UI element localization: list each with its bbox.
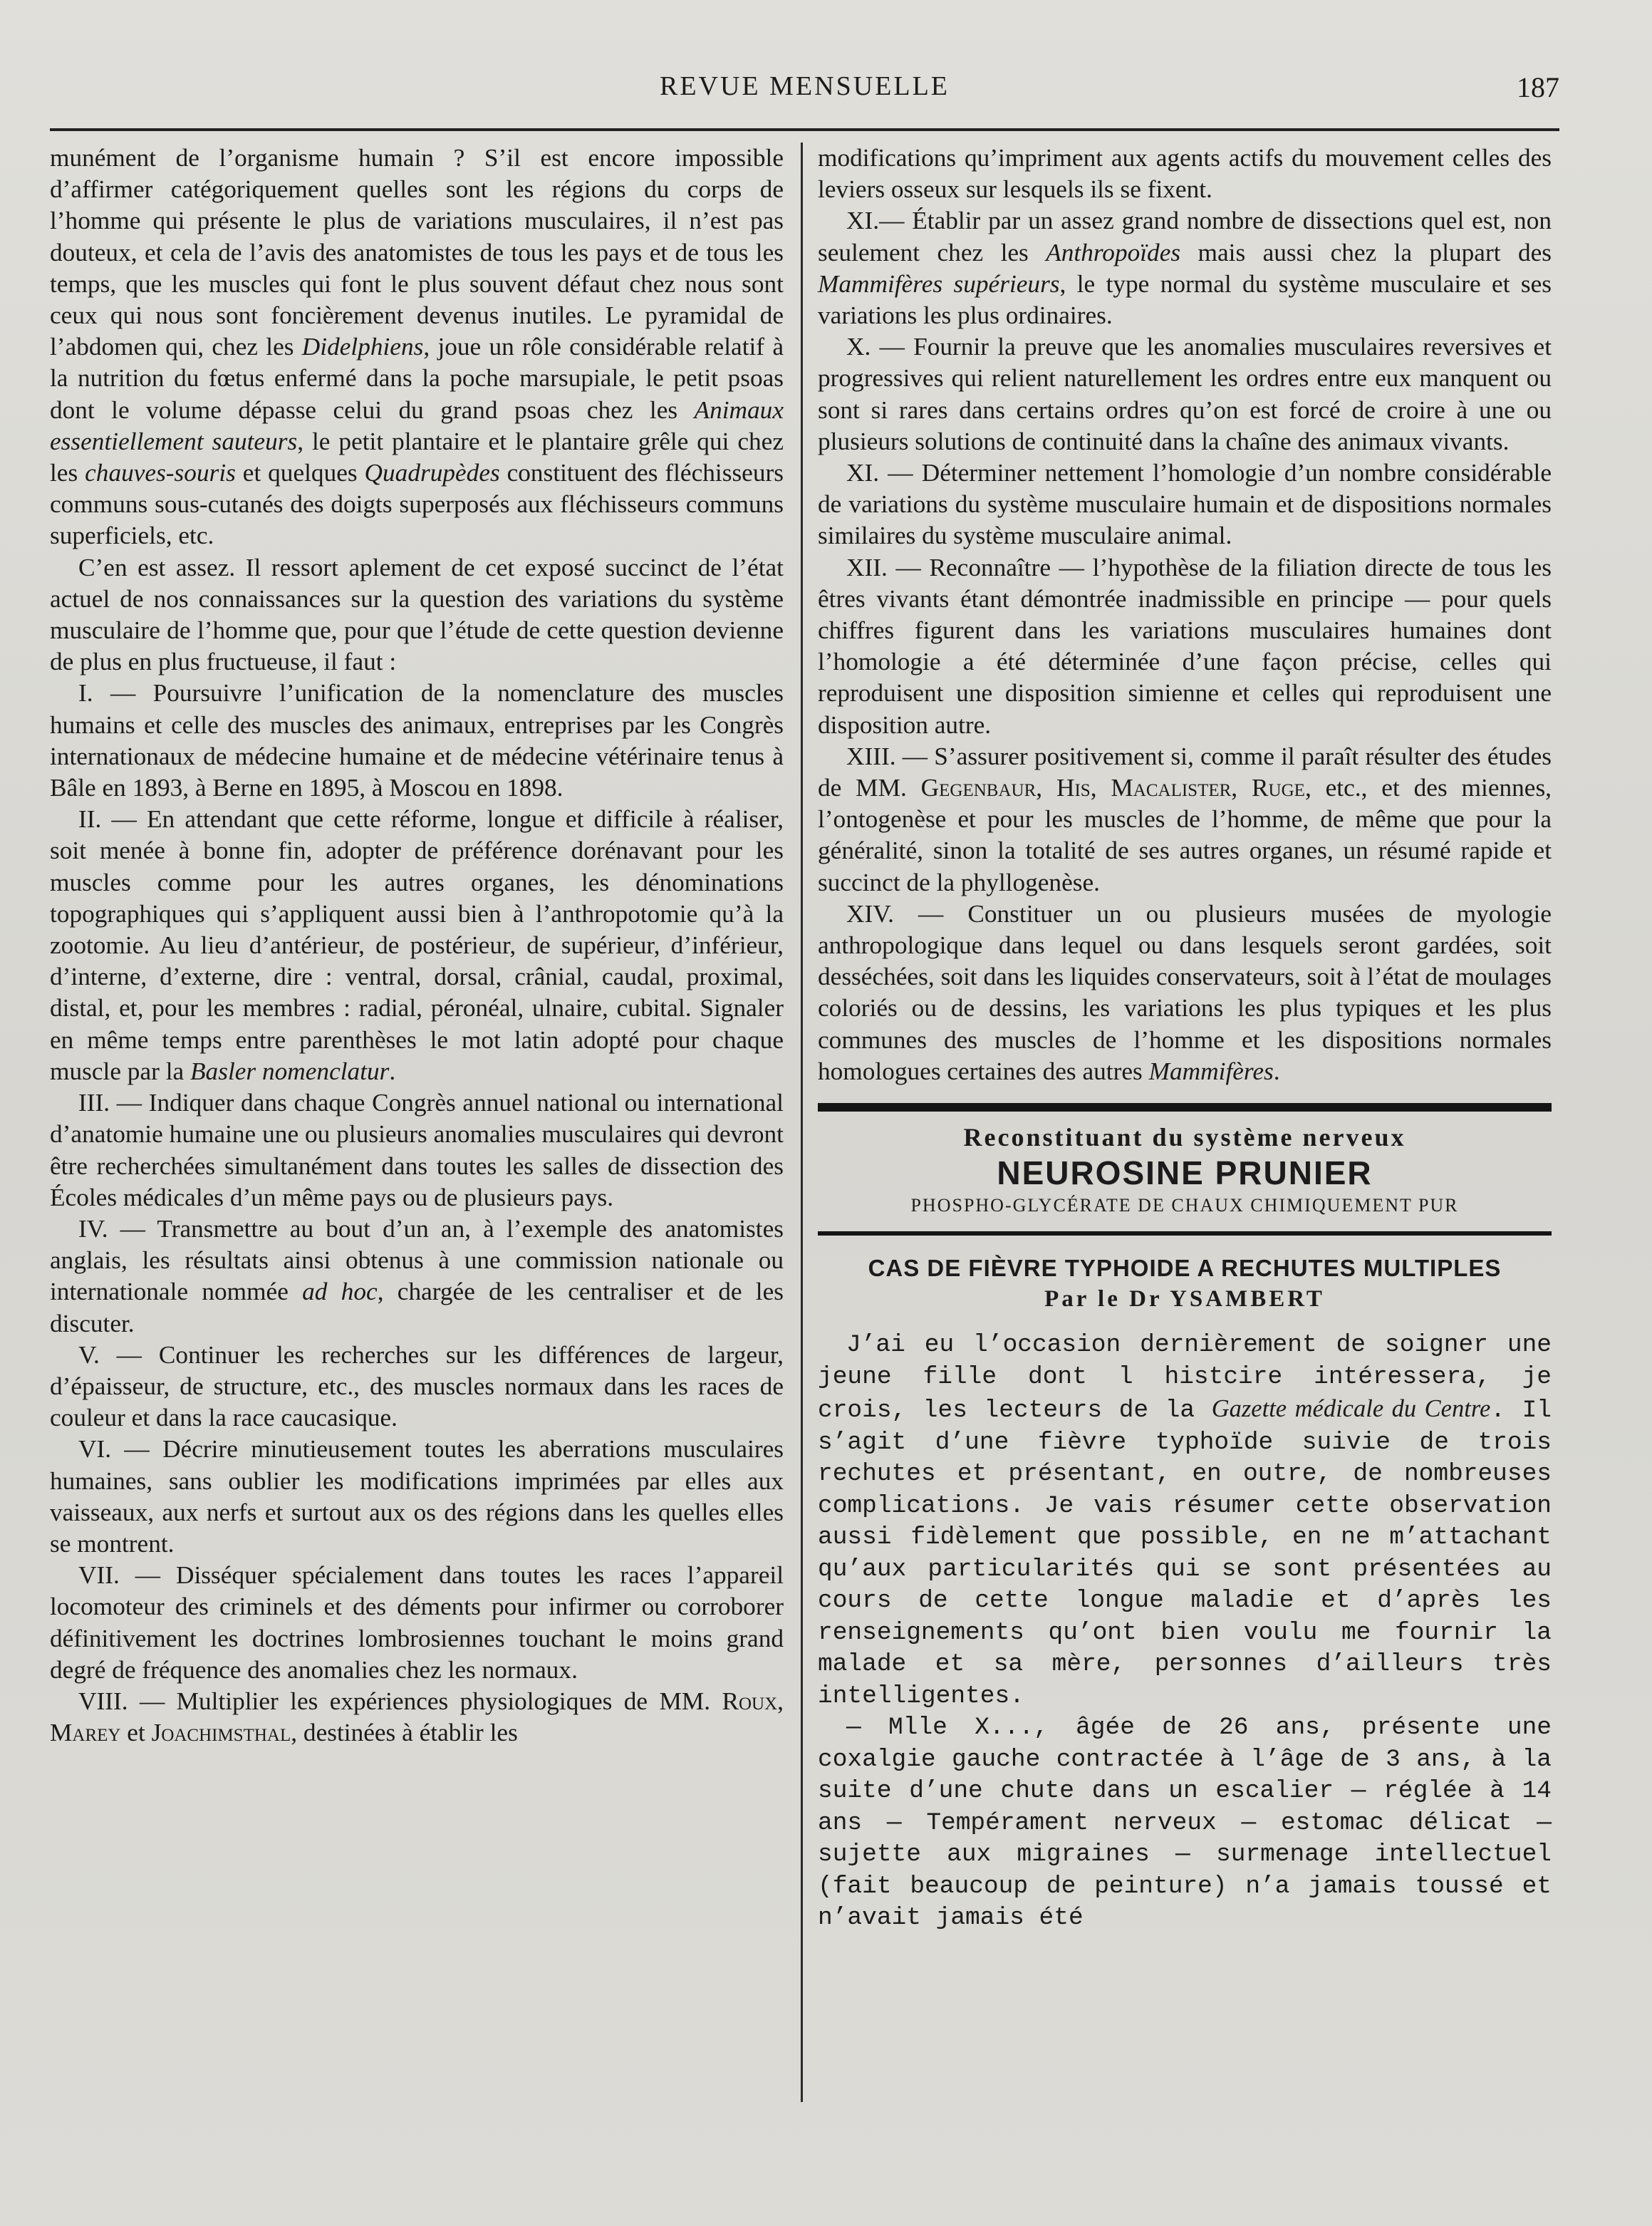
paragraph-continuation (50, 143, 784, 552)
article-body (818, 1330, 1552, 1935)
italic-term: chauves-souris (85, 459, 236, 487)
list-item-VI: VI. — Décrire minutieusement toutes les aberrations musculaires humaines, sans oublier les modifications imprimées par elles aux vaisseaux, aux nerfs et surtout aux os des régions dans les quelles elles se montrent. (50, 1435, 784, 1558)
article-byline: Par le Dr YSAMBERT (1044, 1286, 1325, 1313)
article-paragraph-1 (818, 1330, 1552, 1712)
text-run: constituent des fléchisseurs communs sous-cutanés des doigts superposés aux fléchisseurs communs superficiels, etc. (50, 459, 784, 550)
header-rule (50, 128, 1559, 131)
column-divider (801, 143, 803, 2102)
list-item-XI (818, 205, 1552, 331)
text-run: , (777, 1687, 784, 1715)
list-item-XII: XII. — Reconnaître — l’hypothèse de la filiation directe de tous les êtres vivants étant démontrée inadmissible en principe — pour quels chiffres figurent dans les variations musculaires humaines dont l’homologie a été déterminée d’une façon précise, celles qui reproduisent une disposition simienne et celles qui reproduisent une disposition autre. (818, 553, 1552, 739)
text-run: II. — En attendant que cette réforme, longue et difficile à réaliser, soit menée à bonne fin, adopter de préférence dorénavant pour les muscles comme pour les autres organes, les dénominations topographiques qui s’appliquent aussi bien à l’anthropotomie qu’à la zootomie. Au lieu d’antérieur, de postérieur, de supérieur, d’inférieur, d’interne, d’externe, dire : ventral, dorsal, crânial, caudal, proximal, distal, et, pour les membres : radial, péronéal, ulnaire, cubital. Signaler en même temps entre parenthèses le mot latin adopté pour chaque muscle par la (50, 805, 784, 1085)
text-run: , joue un rôle considérable relatif à la nutrition du fœtus enfermé dans la poche marsupiale, le petit psoas dont le volume dépasse celui du grand psoas chez les (50, 333, 784, 424)
list-item-I: I. — Poursuivre l’unification de la nomenclature des muscles humains et celle des muscles des animaux, entreprises par les Congrès internationaux de médecine humaine et de médecine vétérinaire tenus à Bâle en 1893, à Berne en 1895, à Moscou en 1898. (50, 679, 784, 802)
article-paragraph-2: — Mlle X..., âgée de 26 ans, présente une coxalgie gauche contractée à l’âge de 3 ans, à la suite d’une chute dans un escalier — réglée à 14 ans — Tempérament nerveux — estomac délicat — sujette aux migraines — surmenage intellectuel (fait beaucoup de peinture) n’a jamais toussé et n’avait jamais été (818, 1714, 1552, 1932)
italic-term: Anthropoïdes (1046, 238, 1181, 266)
article-title: CAS DE FIÈVRE TYPHOIDE A RECHUTES MULTIPLES (868, 1255, 1502, 1282)
ad-subtitle: PHOSPHO-GLYCÉRATE DE CHAUX CHIMIQUEMENT PUR (910, 1195, 1459, 1216)
page-header (50, 68, 1559, 118)
author-name: Gegenbaur (920, 774, 1037, 802)
text-run: , destinées à établir les (291, 1719, 518, 1747)
text-run: , chargée de les centraliser et de les discuter. (50, 1278, 784, 1337)
list-item-II (50, 804, 784, 1087)
italic-term: Mammifères (1148, 1057, 1274, 1085)
author-name: His (1056, 774, 1091, 802)
text-run: , (1090, 774, 1111, 802)
text-run: . (389, 1057, 396, 1085)
advertisement-box (818, 1103, 1552, 1236)
text-run: VIII. — Multiplier les expériences physiologiques de MM. (78, 1687, 722, 1715)
left-column (50, 143, 784, 1749)
list-item-VIII (50, 1686, 784, 1749)
text-run: , (1036, 774, 1056, 802)
author-name: Joachimsthal (151, 1719, 291, 1747)
author-name: Ruge (1252, 774, 1305, 802)
ad-brand-name: NEUROSINE PRUNIER (997, 1154, 1373, 1192)
author-name: Marey (50, 1719, 121, 1747)
text-run: XIII. — S’assurer positivement si, comme il paraît résulter des études de MM. (818, 742, 1552, 802)
italic-term: Mammifères supérieurs (818, 269, 1060, 298)
text-run: . Il s’agit d’une fièvre typhoïde suivie de trois rechutes et présentant, en outre, de nombreuses complications. Je vais résumer cette observation aussi fidèlement que possible, en ne m’attachant qu’aux particularités qui se sont présentées au cours de cette longue maladie et d’après les renseignements qu’ont bien voulu me fournir la malade et sa mère, personnes d’ailleurs très intelligentes. (818, 1397, 1552, 1710)
author-name: Roux (722, 1687, 778, 1715)
italic-term: Basler nomenclatur (190, 1057, 390, 1085)
paragraph-conclusion: C’en est assez. Il ressort aplement de cet exposé succinct de l’état actuel de nos connaissances sur la question des variations du système musculaire de l’homme que, pour que l’étude de cette question devienne de plus en plus fructueuse, il faut : (50, 553, 784, 676)
text-run: , (1231, 774, 1252, 802)
ad-kicker: Reconstituant du système nerveux (963, 1123, 1406, 1152)
text-run: IV. — Transmettre au bout d’un an, à l’exemple des anatomistes anglais, les résultats ainsi obtenus à une commission nationale ou internationale nommée (50, 1214, 784, 1306)
text-run: munément de l’organisme humain ? S’il est encore impossible d’affirmer catégoriquement quelles sont les régions du corps de l’homme qui présente le plus de variations musculaires, il n’est pas douteux, et cela de l’avis des anatomistes de tous les pays et de tous les temps, que les muscles qui font le plus souvent défaut chez nous sont ceux qui nous sont foncièrement devenus inutiles. Le pyramidal de l’abdomen qui, chez les (50, 144, 784, 361)
text-run: , etc., et des miennes, l’ontogenèse et pour les muscles de l’homme, de même que pour la généralité, sinon la totalité de ses autres organes, un résumé rapide et succinct de la phyllogenèse. (818, 774, 1552, 896)
text-run: XI.— Établir par un assez grand nombre de dissections quel est, non seulement chez les (818, 207, 1552, 266)
list-item-VII: VII. — Disséquer spécialement dans toutes les races l’appareil locomoteur des criminels et des déments pour infirmer ou corroborer définitivement les doctrines lombrosiennes touchant le moins grand degré de fréquence des anomalies chez les normaux. (50, 1561, 784, 1684)
right-column (818, 143, 1552, 1935)
running-title: REVUE MENSUELLE (659, 71, 950, 101)
text-run: , le type normal du système musculaire et ses variations les plus ordinaires. (818, 269, 1552, 330)
list-item-XIV (818, 899, 1552, 1087)
italic-term: Gazette médicale du Centre (1211, 1395, 1491, 1423)
text-run: J’ai eu l’occasion dernièrement de soigner une jeune fille dont l histcire intéressera, je crois, les lecteurs de la (818, 1331, 1552, 1425)
italic-term: Didelphiens (301, 333, 424, 361)
list-item-X: X. — Fournir la preuve que les anomalies musculaires reversives et progressives qui relient naturellement les ordres entre eux manquent ou sont si rares dans certains ordres qu’on est forcé de croire à une ou plusieurs solutions de continuité dans la chaîne des animaux vivants. (818, 333, 1552, 455)
list-item-XIII (818, 741, 1552, 899)
ad-top-rule (818, 1103, 1552, 1112)
text-run: . (1273, 1057, 1280, 1085)
text-run: et (120, 1719, 152, 1747)
italic-term: Quadrupèdes (364, 459, 500, 487)
ad-bottom-rule (818, 1231, 1552, 1236)
list-item-V: V. — Continuer les recherches sur les différences de largeur, d’épaisseur, de structure, etc., des muscles normaux dans les races de couleur et dans la race caucasique. (50, 1340, 784, 1432)
italic-term: ad hoc (302, 1278, 378, 1306)
text-run: et quelques (235, 459, 365, 487)
page-number: 187 (1517, 71, 1559, 103)
paragraph-continuation: modifications qu’impriment aux agents actifs du mouvement celles des leviers osseux sur lesquels ils se fixent. (818, 144, 1552, 204)
italic-term: Animaux essentiellement sauteurs (50, 395, 784, 455)
author-name: Macalister (1111, 774, 1232, 802)
text-run: XIV. — Constituer un ou plusieurs musées de myologie anthropologique dans lequel ou dans lesquels seront gardées, soit desséchées, soit dans les liquides conservateurs, soit à l’état de moulages coloriés ou de dessins, les variations les plus typiques et les plus communes des muscles de l’homme et les dispositions normales homologues certaines des autres (818, 899, 1552, 1085)
list-item-XI-second: XI. — Déterminer nettement l’homologie d’un nombre considérable de variations du système musculaire humain et de dispositions normales similaires du système musculaire animal. (818, 459, 1552, 550)
text-run: mais aussi chez la plupart des (1180, 238, 1552, 266)
list-item-IV (50, 1213, 784, 1340)
list-item-III: III. — Indiquer dans chaque Congrès annuel national ou international d’anatomie humaine une ou plusieurs anomalies musculaires qui devront être recherchées simultanément dans toutes les salles de dissection des Écoles médicales d’un même pays ou de plusieurs pays. (50, 1089, 784, 1211)
text-run: , le petit plantaire et le plantaire grêle qui chez les (50, 427, 784, 487)
